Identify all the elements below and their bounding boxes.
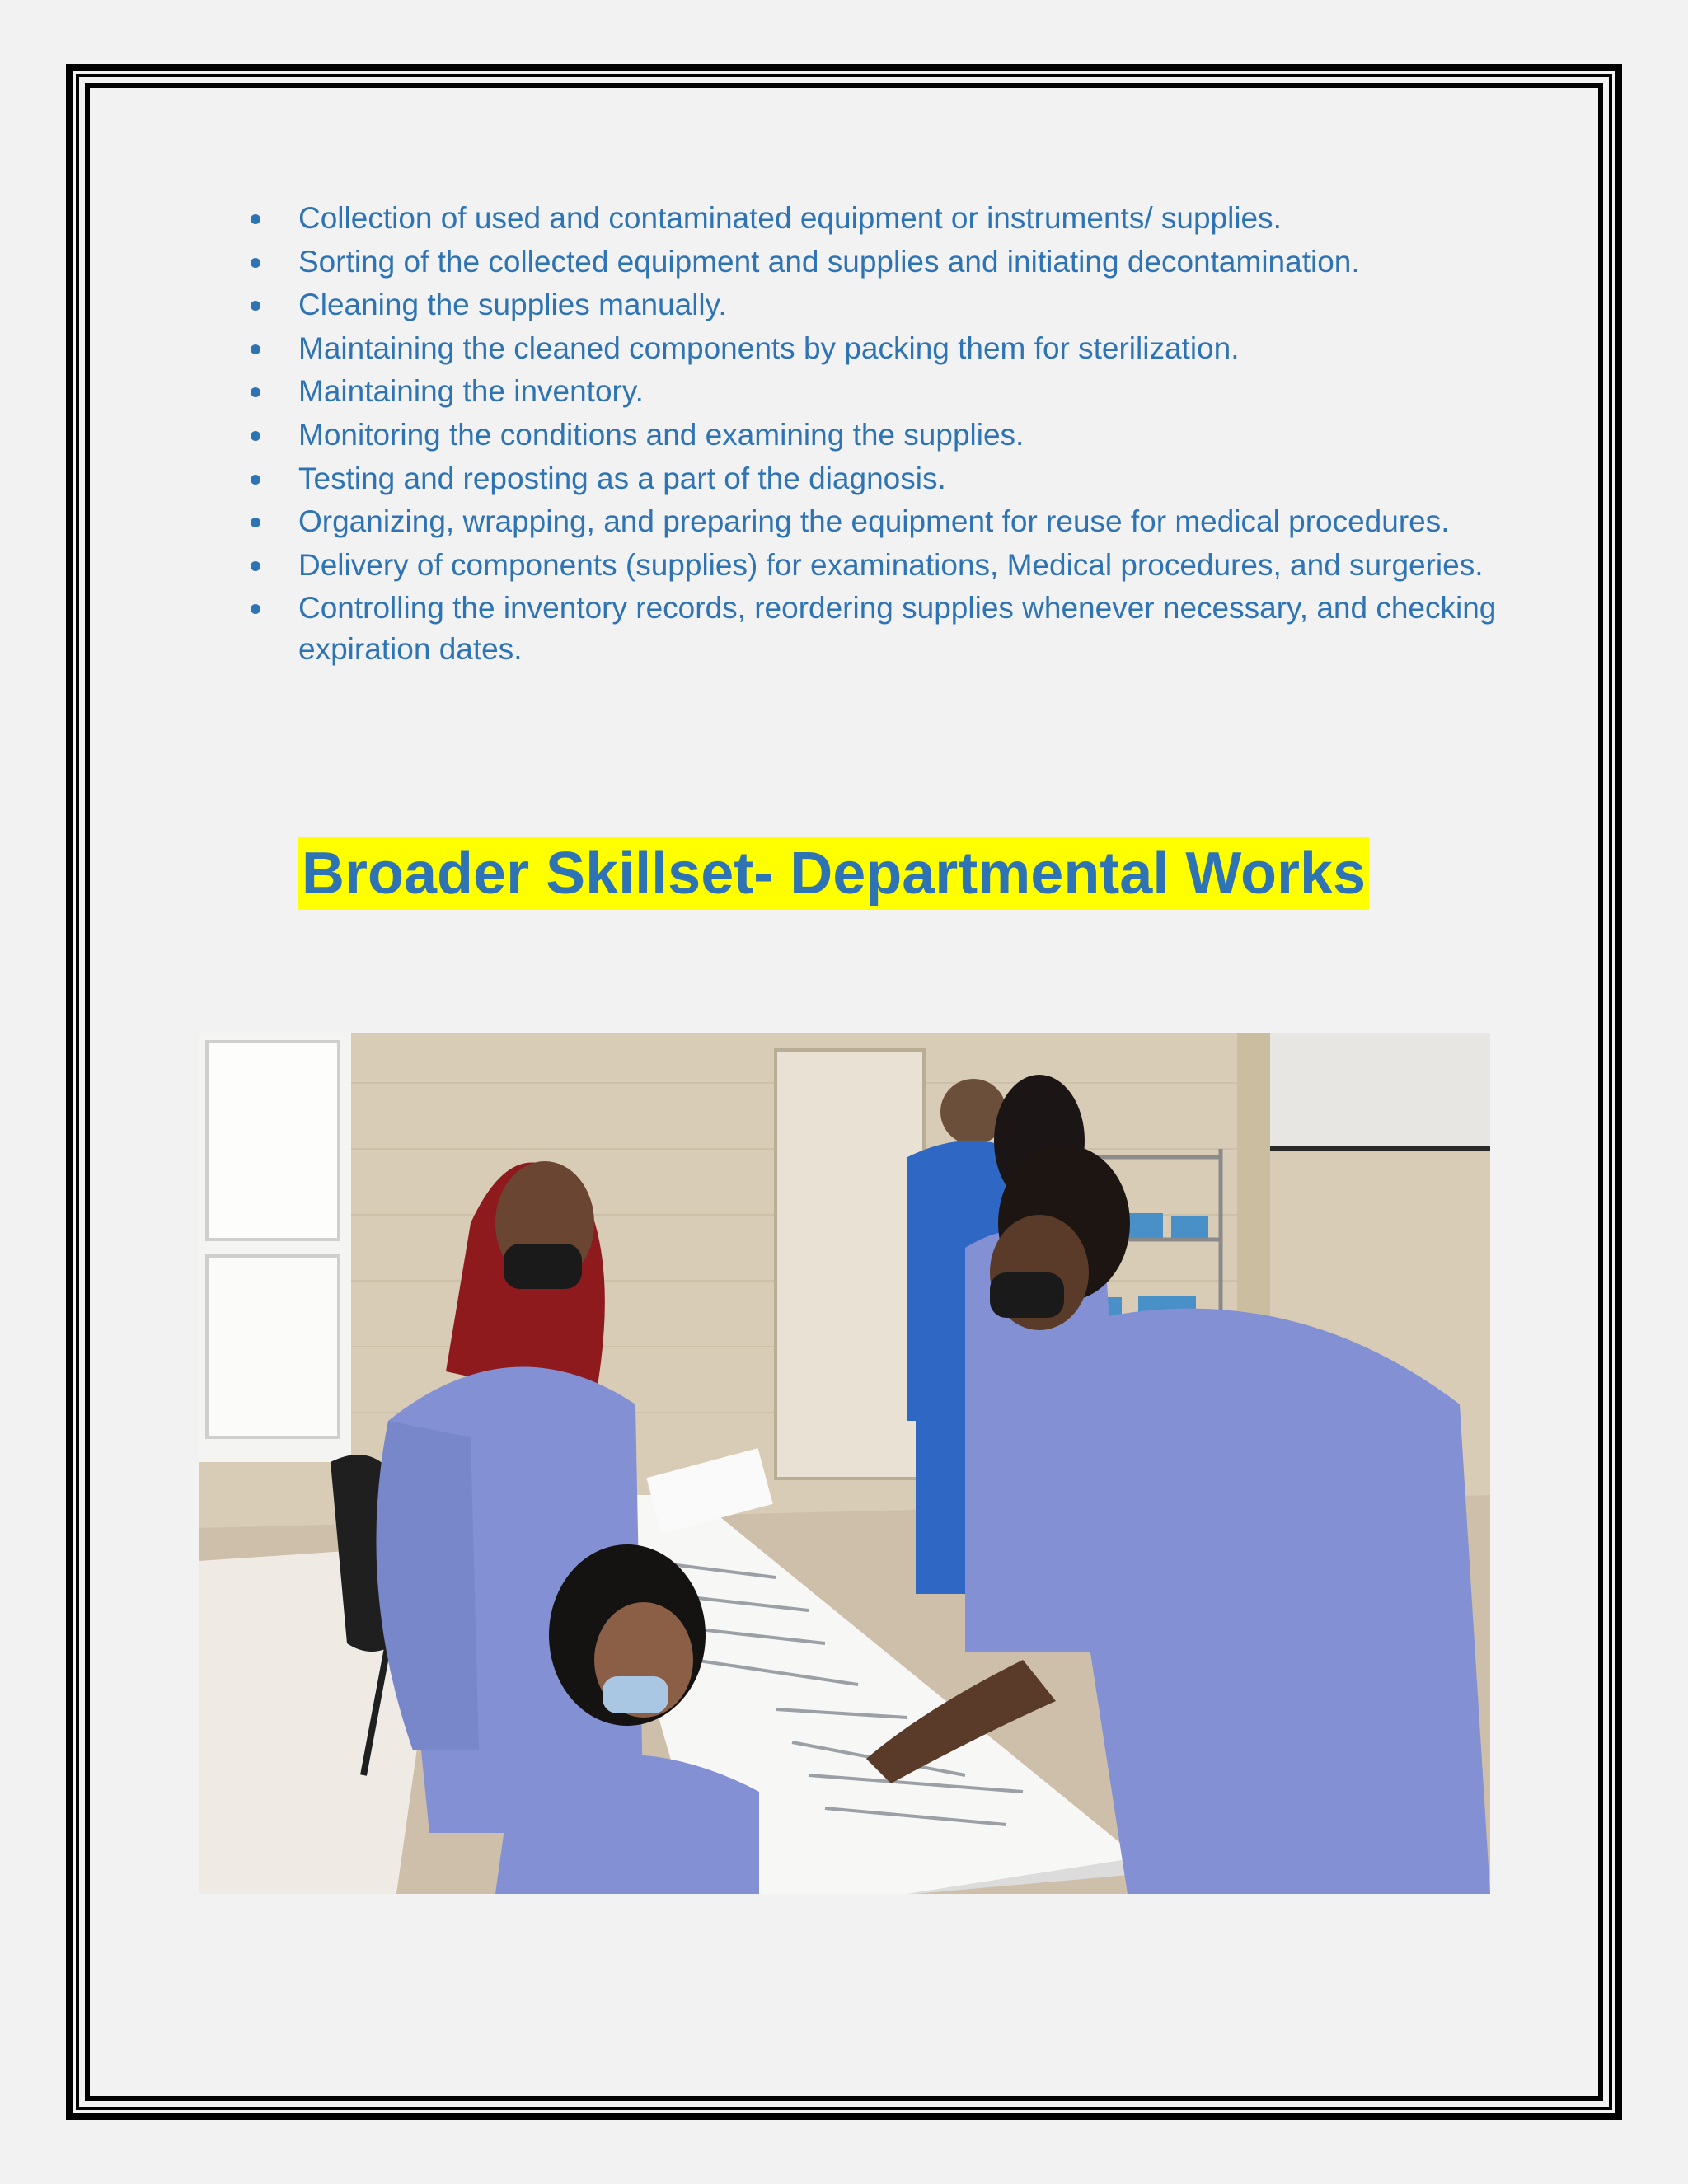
training-photo xyxy=(199,1033,1490,1894)
list-item xyxy=(247,371,1500,412)
list-item-text: Testing and reposting as a part of the diagnosis. xyxy=(298,461,946,495)
bullet-icon xyxy=(251,561,260,571)
section-heading: Broader Skillset- Departmental Works xyxy=(298,837,1369,910)
bullet-icon xyxy=(251,518,260,527)
list-item-text: Maintaining the inventory. xyxy=(298,374,644,409)
bullet-icon xyxy=(251,301,260,311)
list-item xyxy=(247,284,1500,326)
bullet-icon xyxy=(251,604,260,614)
list-item-text: Delivery of components (supplies) for examinations, Medical procedures, and surgeries. xyxy=(298,547,1484,582)
list-item xyxy=(247,458,1500,499)
list-item-text: Maintaining the cleaned components by packing them for sterilization. xyxy=(298,330,1240,365)
bullet-icon xyxy=(251,214,260,224)
list-item xyxy=(247,241,1500,283)
bullet-icon xyxy=(251,387,260,397)
list-item xyxy=(247,588,1500,670)
list-item-text: Monitoring the conditions and examining the supplies. xyxy=(298,417,1025,452)
bullet-icon xyxy=(251,258,260,268)
list-item-text: Cleaning the supplies manually. xyxy=(298,288,727,322)
bullet-icon xyxy=(251,431,260,441)
list-item xyxy=(247,415,1500,456)
photo-illustration xyxy=(199,1033,1490,1894)
list-item xyxy=(247,501,1500,542)
list-item-text: Organizing, wrapping, and preparing the equipment for reuse for medical procedures. xyxy=(298,504,1450,539)
list-item xyxy=(247,545,1500,586)
duties-list xyxy=(247,198,1500,673)
list-item-text: Sorting of the collected equipment and supplies and initiating decontamination. xyxy=(298,244,1360,279)
bullet-icon xyxy=(251,475,260,485)
bullet-icon xyxy=(251,344,260,354)
list-item-text: Collection of used and contaminated equipment or instruments/ supplies. xyxy=(298,201,1282,235)
list-item xyxy=(247,328,1500,369)
list-item xyxy=(247,198,1500,239)
list-item-text: Controlling the inventory records, reordering supplies whenever necessary, and checking expiration dates. xyxy=(298,591,1497,667)
